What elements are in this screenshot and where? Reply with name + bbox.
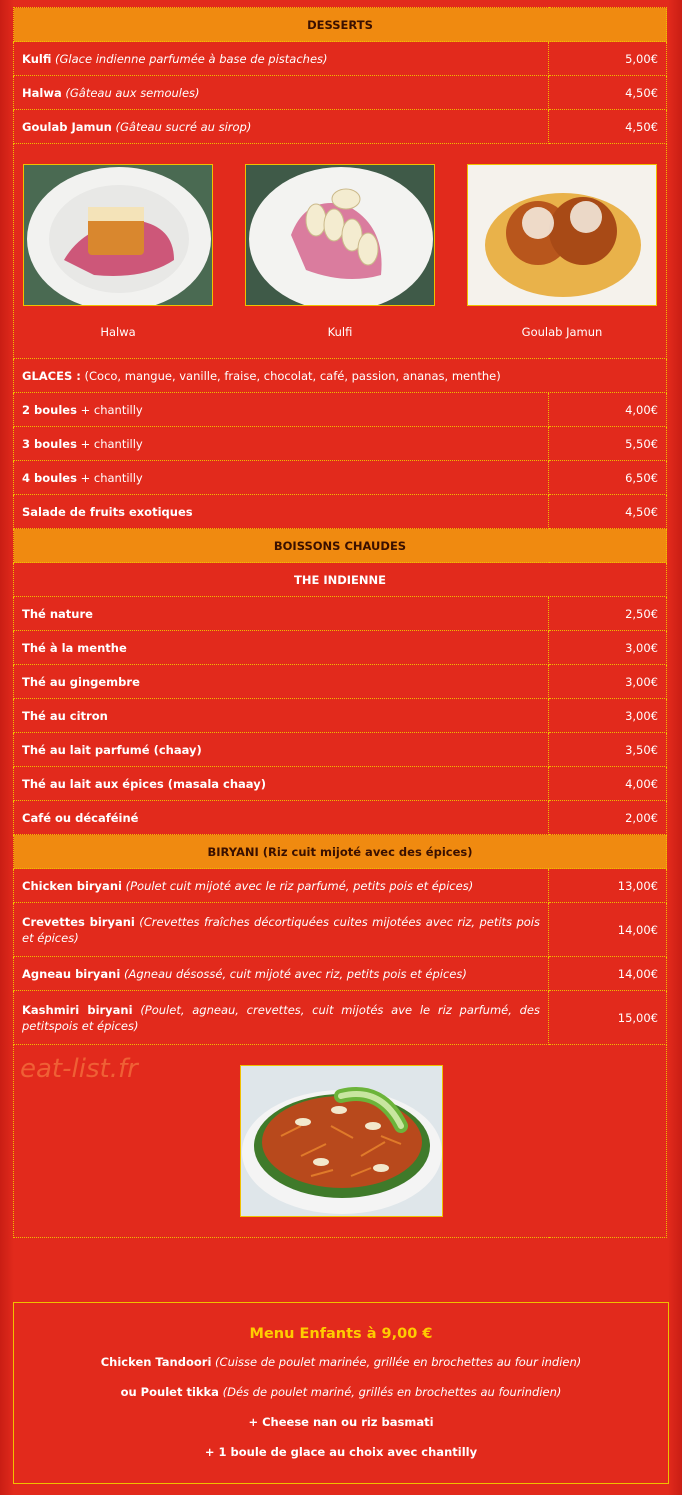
dish-extra: + chantilly — [80, 402, 143, 417]
drink-name: Café ou décaféiné — [22, 810, 139, 825]
menu-row — [14, 733, 667, 767]
biryani-header-row — [14, 835, 667, 869]
dish-price: 14,00€ — [549, 903, 667, 957]
dish-description: (Crevettes fraîches décortiquées cuites mijotées avec riz, petits pois et épices) — [22, 914, 540, 945]
goulab-jamun-photo — [467, 164, 657, 306]
menu-row — [14, 665, 667, 699]
photo-caption: Kulfi — [327, 325, 353, 339]
glaces-row — [14, 359, 667, 393]
dish-description: (Agneau désossé, cuit mijoté avec riz, petits pois et épices) — [123, 966, 467, 981]
menu-enfants-title: Menu Enfants à 9,00 € — [249, 1326, 433, 1342]
kulfi-photo — [245, 164, 435, 306]
drink-price: 3,00€ — [549, 631, 667, 665]
dish-extra: + chantilly — [80, 470, 143, 485]
dish-price: 4,50€ — [549, 495, 667, 529]
boissons-header: BOISSONS CHAUDES — [14, 529, 667, 563]
biryani-photo — [240, 1065, 443, 1217]
dish-description: (Gâteau sucré au sirop) — [115, 119, 252, 134]
menu-enfants-item-description: (Cuisse de poulet marinée, grillée en brochettes au four indien) — [215, 1355, 582, 1369]
photo-caption: Halwa — [100, 325, 136, 339]
drink-name: Thé au gingembre — [22, 674, 140, 689]
dish-price: 5,50€ — [549, 427, 667, 461]
dish-price: 4,50€ — [549, 110, 667, 144]
dish-name: 2 boules — [22, 402, 77, 417]
glaces-flavors: (Coco, mangue, vanille, fraise, chocolat, café, passion, ananas, menthe) — [84, 368, 501, 383]
dish-name: Kashmiri biryani — [22, 1002, 133, 1017]
desserts-header: DESSERTS — [14, 8, 667, 42]
dish-price: 15,00€ — [549, 991, 667, 1045]
dish-description: (Glace indienne parfumée à base de pistaches) — [55, 51, 328, 66]
drink-price: 2,00€ — [549, 801, 667, 835]
dish-description: (Poulet cuit mijoté avec le riz parfumé, petits pois et épices) — [125, 878, 474, 893]
the-indienne-header: THE INDIENNE — [14, 563, 667, 597]
dish-name: Goulab Jamun — [22, 119, 112, 134]
boissons-header-row — [14, 529, 667, 563]
drink-price: 2,50€ — [549, 597, 667, 631]
dish-price: 6,50€ — [549, 461, 667, 495]
dish-name: Chicken biryani — [22, 878, 122, 893]
dish-name: Salade de fruits exotiques — [22, 504, 193, 519]
dish-name: 3 boules — [22, 436, 77, 451]
menu-enfants-side: + Cheese nan ou riz basmati — [248, 1415, 434, 1429]
dish-name: Kulfi — [22, 51, 52, 66]
desserts-header-row — [14, 8, 667, 42]
dish-name: Crevettes biryani — [22, 914, 135, 929]
menu-row — [14, 991, 667, 1045]
menu-enfants-dessert: + 1 boule de glace au choix avec chantilly — [204, 1445, 478, 1459]
dish-name: 4 boules — [22, 470, 77, 485]
drink-price: 4,00€ — [549, 767, 667, 801]
dish-extra: + chantilly — [80, 436, 143, 451]
menu-enfants-line — [14, 1354, 668, 1370]
dish-price: 4,00€ — [549, 393, 667, 427]
dessert-photos-row — [14, 144, 667, 359]
menu-row — [14, 767, 667, 801]
menu-enfants-box — [13, 1302, 669, 1484]
drink-price: 3,50€ — [549, 733, 667, 767]
dish-name: Agneau biryani — [22, 966, 121, 981]
biryani-photo-row — [14, 1045, 667, 1238]
dish-price: 14,00€ — [549, 957, 667, 991]
drink-name: Thé au lait aux épices (masala chaay) — [22, 776, 266, 791]
dish-price: 4,50€ — [549, 76, 667, 110]
menu-row — [14, 110, 667, 144]
menu-enfants-item-name: ou Poulet tikka — [120, 1385, 219, 1399]
menu-row — [14, 597, 667, 631]
menu-table — [13, 7, 667, 1238]
menu-enfants-line — [14, 1384, 668, 1400]
menu-enfants-line — [14, 1414, 668, 1430]
dish-price: 5,00€ — [549, 42, 667, 76]
biryani-header: BIRYANI (Riz cuit mijoté avec des épices) — [14, 835, 667, 869]
menu-row — [14, 631, 667, 665]
the-indienne-row — [14, 563, 667, 597]
drink-price: 3,00€ — [549, 699, 667, 733]
drink-name: Thé à la menthe — [22, 640, 127, 655]
dish-description: (Gâteau aux semoules) — [65, 85, 200, 100]
menu-row — [14, 903, 667, 957]
drink-name: Thé nature — [22, 606, 93, 621]
dish-description: (Poulet, agneau, crevettes, cuit mijotés ave le riz parfumé, des petitspois et épices) — [22, 1002, 540, 1033]
menu-row — [14, 495, 667, 529]
dish-price: 13,00€ — [549, 869, 667, 903]
menu-row — [14, 393, 667, 427]
menu-row — [14, 42, 667, 76]
menu-row — [14, 699, 667, 733]
dish-name: Halwa — [22, 85, 62, 100]
menu-enfants-line — [14, 1444, 668, 1460]
drink-name: Thé au lait parfumé (chaay) — [22, 742, 202, 757]
drink-price: 3,00€ — [549, 665, 667, 699]
menu-enfants-item-name: Chicken Tandoori — [100, 1355, 212, 1369]
glaces-label: GLACES : — [22, 368, 81, 383]
drink-name: Thé au citron — [22, 708, 108, 723]
menu-row — [14, 869, 667, 903]
menu-row — [14, 801, 667, 835]
photo-caption: Goulab Jamun — [521, 325, 603, 339]
dish-name-cell — [14, 76, 549, 110]
dish-name-cell — [14, 110, 549, 144]
menu-row — [14, 461, 667, 495]
menu-row — [14, 957, 667, 991]
menu-row — [14, 427, 667, 461]
menu-enfants-item-description: (Dés de poulet mariné, grillés en brochettes au fourindien) — [222, 1385, 562, 1399]
dish-name-cell — [14, 42, 549, 76]
watermark: eat-list.fr — [20, 1054, 138, 1084]
menu-row — [14, 76, 667, 110]
halwa-photo — [23, 164, 213, 306]
